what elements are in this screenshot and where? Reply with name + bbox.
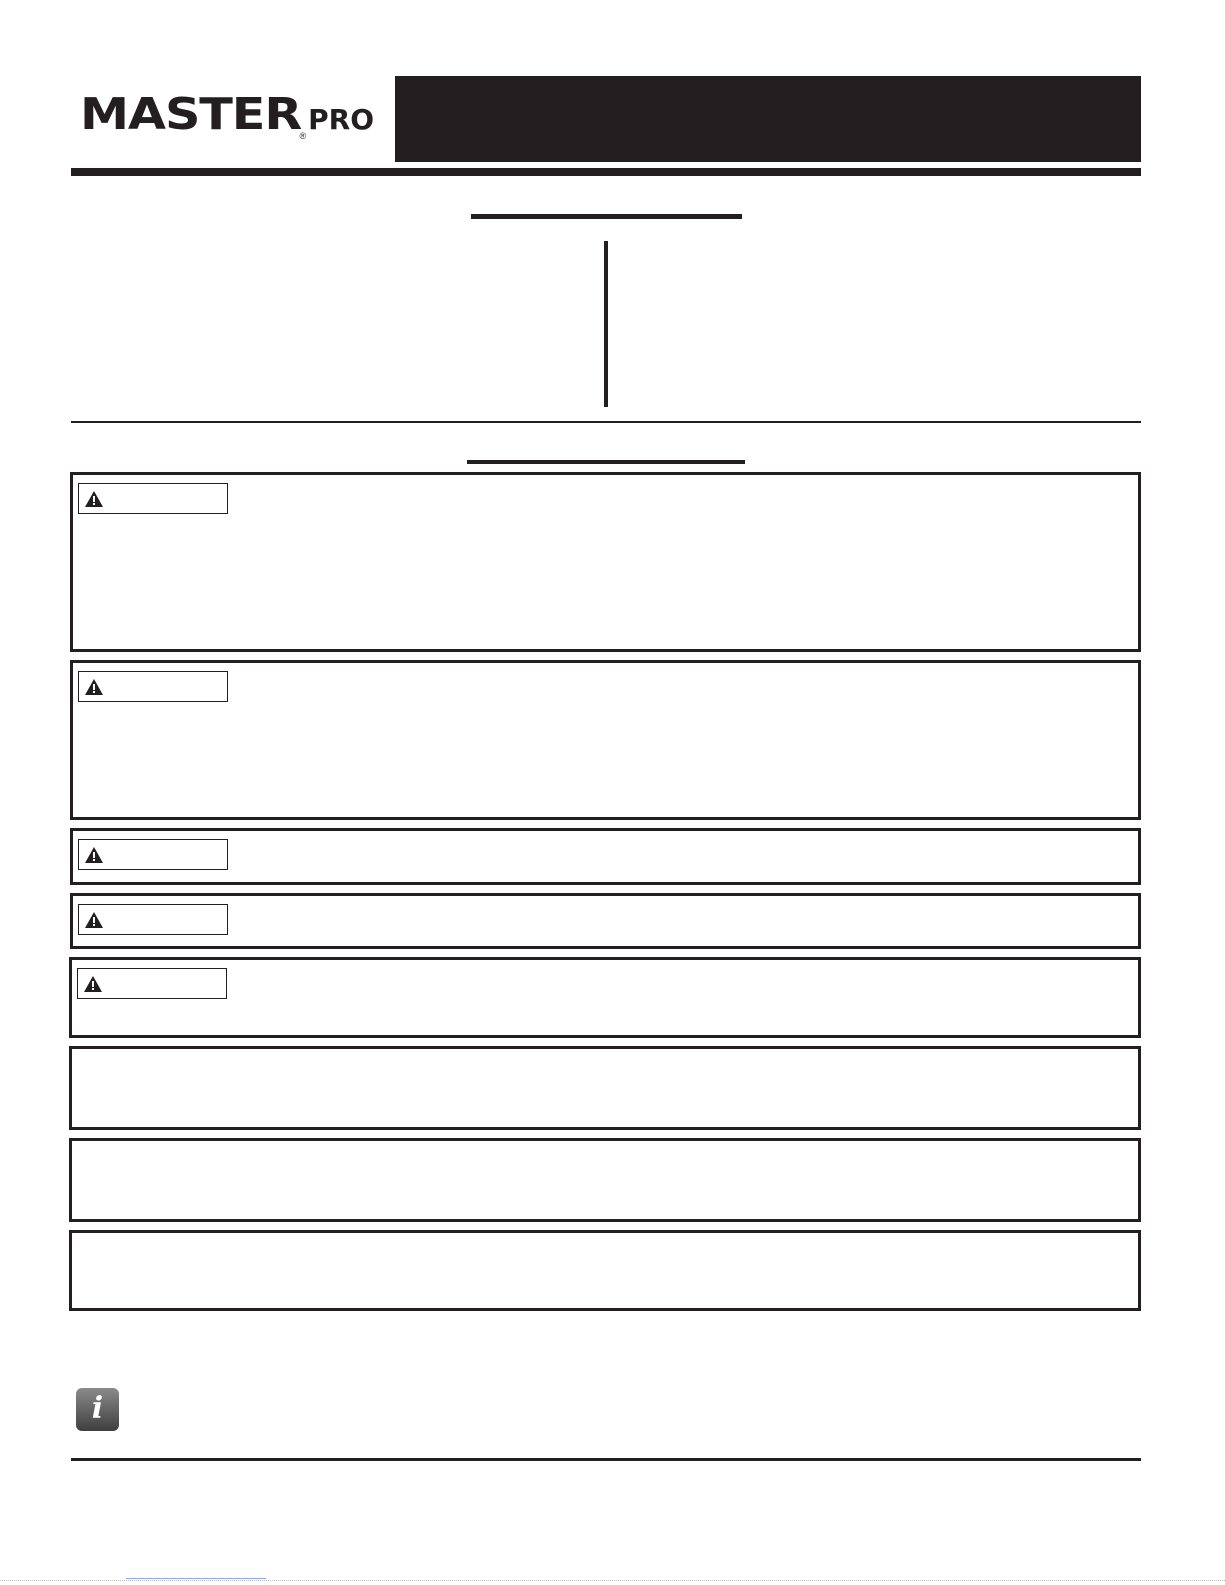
page-edge-line	[0, 1580, 1225, 1581]
signal-word-tag	[78, 483, 228, 514]
warning-triangle-icon	[85, 912, 103, 928]
footer-rule	[71, 1458, 1141, 1461]
section-heading-underline	[471, 214, 742, 219]
brand-logo	[80, 89, 375, 141]
warning-triangle-icon	[85, 491, 103, 507]
warning-notice-box	[70, 472, 1141, 652]
section-heading-underline	[467, 460, 745, 464]
page-edge-highlight	[126, 1578, 266, 1579]
brand-registered-mark: ®	[299, 131, 307, 141]
warning-notice-box	[70, 828, 1141, 885]
header-rule	[71, 168, 1141, 176]
warning-notice-box	[69, 957, 1141, 1038]
notice-box	[69, 1230, 1141, 1311]
warning-triangle-icon	[85, 847, 103, 863]
signal-word-tag	[78, 904, 228, 935]
info-icon	[76, 1388, 119, 1431]
warning-notice-box	[70, 893, 1141, 949]
info-glyph: i	[91, 1391, 104, 1426]
notice-box	[69, 1138, 1141, 1222]
brand-logo-word: MASTER	[80, 89, 302, 140]
header-title-bar	[395, 76, 1141, 162]
warning-triangle-icon	[84, 976, 102, 992]
warning-triangle-icon	[85, 679, 103, 695]
signal-word-tag	[78, 839, 228, 870]
notice-box	[69, 1046, 1141, 1130]
brand-logo-suffix: PRO	[308, 103, 375, 136]
signal-word-tag	[78, 671, 228, 702]
warning-notice-box	[70, 660, 1141, 820]
column-divider	[604, 241, 608, 407]
section-divider-rule	[71, 421, 1141, 423]
signal-word-tag	[77, 968, 227, 999]
